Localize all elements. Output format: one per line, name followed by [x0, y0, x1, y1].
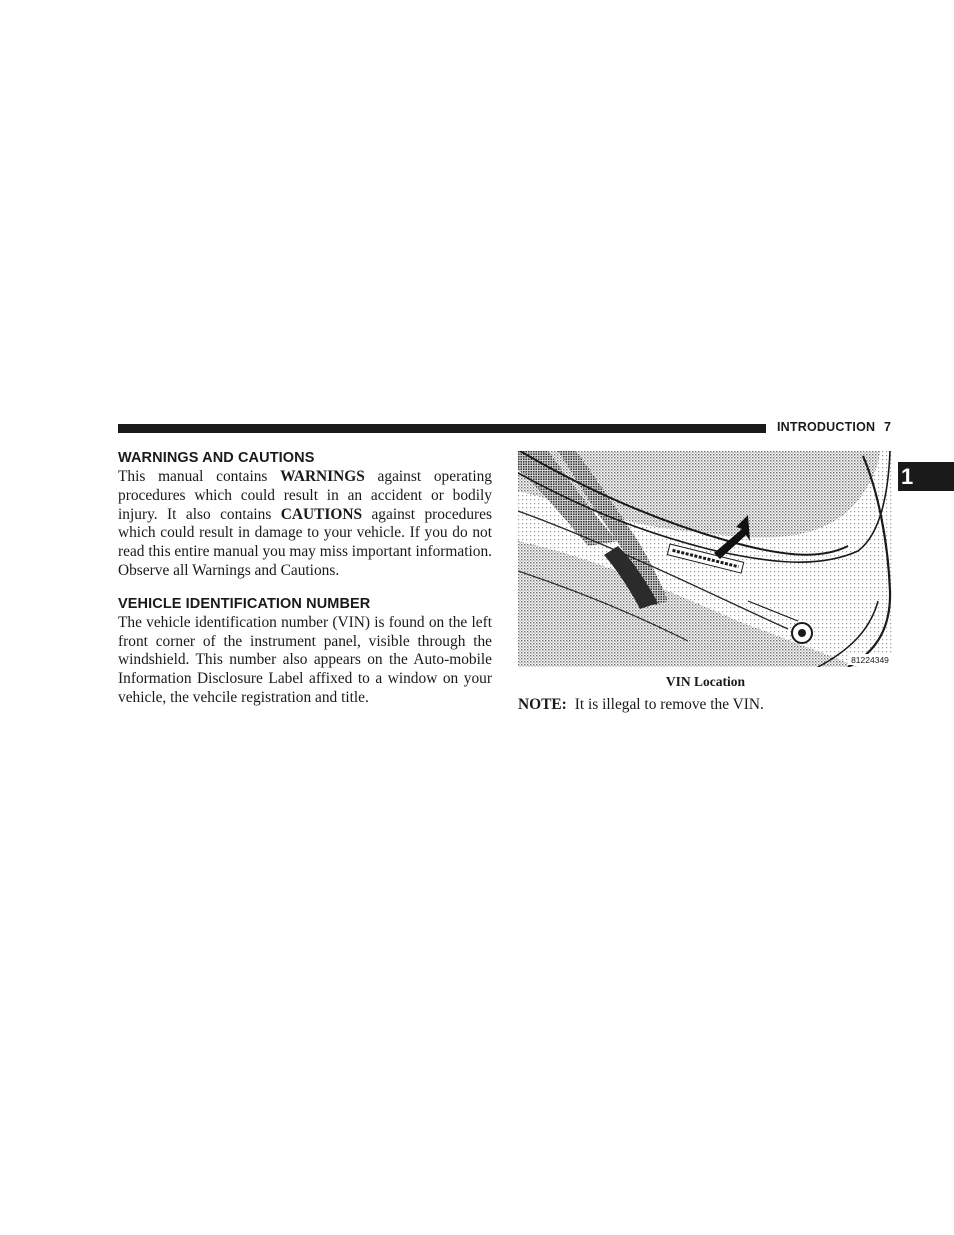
running-header-section: INTRODUCTION: [777, 420, 876, 434]
page-number: 7: [884, 420, 891, 434]
note-text: It is illegal to remove the VIN.: [574, 696, 764, 713]
vin-heading: VEHICLE IDENTIFICATION NUMBER: [118, 595, 371, 612]
cautions-term: CAUTIONS: [280, 505, 363, 523]
warnings-paragraph: [118, 468, 492, 581]
note-label: NOTE:: [518, 696, 567, 713]
left-column: [118, 448, 492, 708]
warnings-text-2: against operating procedures which could result in an accident or bodily injury. It also contains: [118, 468, 492, 523]
warnings-term: WARNINGS: [280, 468, 365, 485]
warnings-heading: WARNINGS AND CAUTIONS: [118, 450, 315, 466]
figure-caption: VIN Location: [665, 674, 746, 689]
warnings-text-1: This manual contains: [118, 468, 281, 485]
vin-location-illustration: [518, 451, 893, 667]
chapter-tab: 1: [898, 462, 954, 491]
header-rule: [118, 424, 766, 433]
right-column: [518, 451, 893, 714]
vin-paragraph: The vehicle identification number (VIN) is found on the left front corner of the instrument panel, visible through the windshield. This number also appears on the Auto-mobile Information Disclosure Label affixed to a window on your vehicle, the vehcile registration and title.: [118, 613, 492, 706]
figure-code: 81224349: [851, 655, 889, 665]
note: [518, 695, 893, 714]
warnings-text-3: against procedures which could result in damage to your vehicle. If you do not read this entire manual you may miss important information. Observe all Warnings and Cautions.: [118, 505, 493, 579]
